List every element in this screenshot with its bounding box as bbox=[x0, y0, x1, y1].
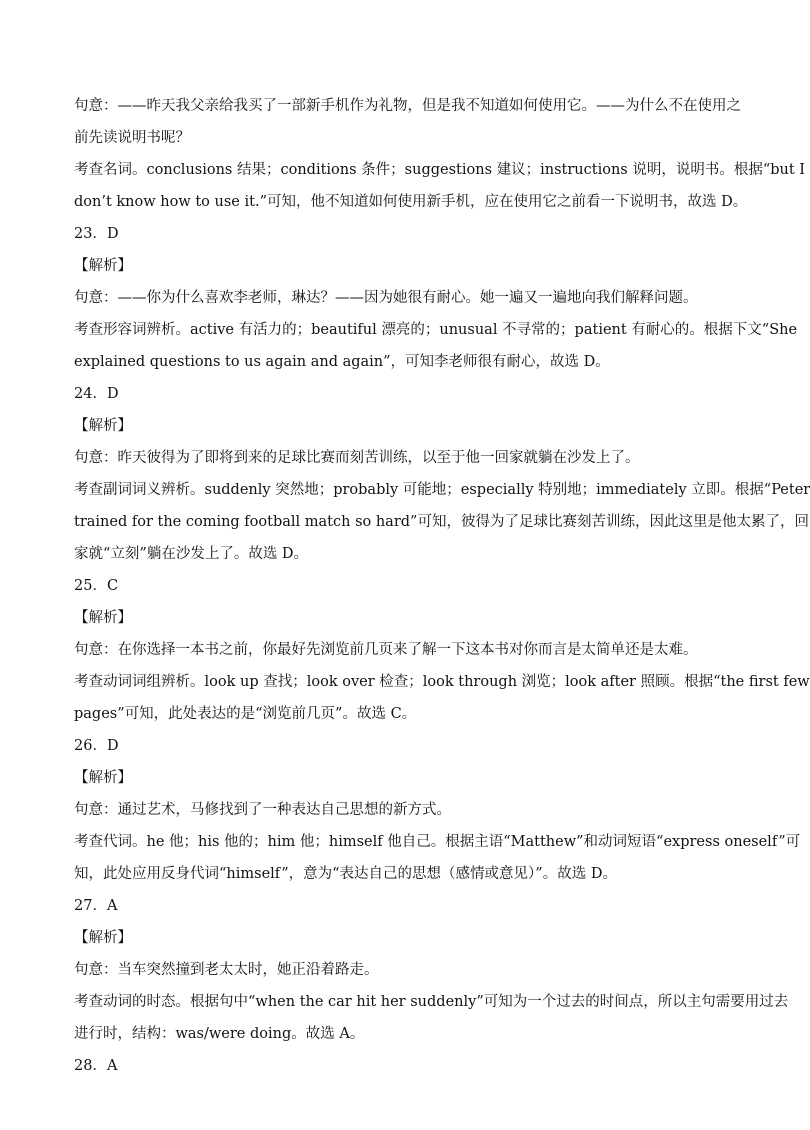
question-number: 27．A bbox=[74, 898, 118, 914]
text-line: 句意：昨天彼得为了即将到来的足球比赛而刻苦训练，以至于他一回家就躺在沙发上了。 bbox=[74, 450, 640, 466]
text-line: 考查副词词义辨析。suddenly 突然地；probably 可能地；especially 特别地；immediately 立即。根据“Peter bbox=[74, 482, 810, 498]
text-line: 句意：——你为什么喜欢李老师，琳达？——因为她很有耐心。她一遍又一遍地向我们解释问题。 bbox=[74, 290, 698, 306]
question-number: 28．A bbox=[74, 1058, 118, 1074]
text-line: 进行时，结构：was/were doing。故选 A。 bbox=[74, 1026, 365, 1042]
text-line: 句意：——昨天我父亲给我买了一部新手机作为礼物，但是我不知道如何使用它。——为什么不在使用之 bbox=[74, 98, 741, 114]
text-line: don’t know how to use it.”可知，他不知道如何使用新手机，应在使用它之前看一下说明书，故选 D。 bbox=[74, 194, 748, 210]
text-line: 句意：通过艺术，马修找到了一种表达自己思想的新方式。 bbox=[74, 802, 451, 818]
text-line: 知，此处应用反身代词“himself”，意为“表达自己的思想（感情或意见）”。故选 D。 bbox=[74, 866, 617, 882]
question-number: 26．D bbox=[74, 738, 119, 754]
text-line: 考查动词的时态。根据句中“when the car hit her suddenly”可知为一个过去的时间点，所以主句需要用过去 bbox=[74, 994, 789, 1010]
question-number: 23．D bbox=[74, 226, 119, 242]
text-line: trained for the coming football match so hard”可知，彼得为了足球比赛刻苦训练，因此这里是他太累了，回 bbox=[74, 514, 809, 530]
analysis-heading: 【解析】 bbox=[74, 418, 132, 434]
text-line: 句意：当车突然撞到老太太时，她正沿着路走。 bbox=[74, 962, 379, 978]
text-line: 句意：在你选择一本书之前，你最好先浏览前几页来了解一下这本书对你而言是太简单还是太难。 bbox=[74, 642, 698, 658]
question-number: 25．C bbox=[74, 578, 119, 594]
text-line: 考查形容词辨析。active 有活力的；beautiful 漂亮的；unusual 不寻常的；patient 有耐心的。根据下文“She bbox=[74, 322, 798, 338]
text-line: pages”可知，此处表达的是“浏览前几页”。故选 C。 bbox=[74, 706, 417, 722]
text-line: 前先读说明书呢？ bbox=[74, 130, 190, 146]
analysis-heading: 【解析】 bbox=[74, 930, 132, 946]
analysis-heading: 【解析】 bbox=[74, 610, 132, 626]
text-line: 考查代词。he 他；his 他的；him 他；himself 他自己。根据主语“Matthew”和动词短语“express oneself”可 bbox=[74, 834, 801, 850]
text-line: 家就“立刻”躺在沙发上了。故选 D。 bbox=[74, 546, 309, 562]
analysis-heading: 【解析】 bbox=[74, 258, 132, 274]
text-line: 考查名词。conclusions 结果；conditions 条件；suggestions 建议；instructions 说明，说明书。根据“but I bbox=[74, 162, 806, 178]
question-number: 24．D bbox=[74, 386, 119, 402]
text-line: explained questions to us again and again”，可知李老师很有耐心，故选 D。 bbox=[74, 354, 610, 370]
text-line: 考查动词词组辨析。look up 查找；look over 检查；look through 浏览；look after 照顾。根据“the first few bbox=[74, 674, 810, 690]
analysis-heading: 【解析】 bbox=[74, 770, 132, 786]
